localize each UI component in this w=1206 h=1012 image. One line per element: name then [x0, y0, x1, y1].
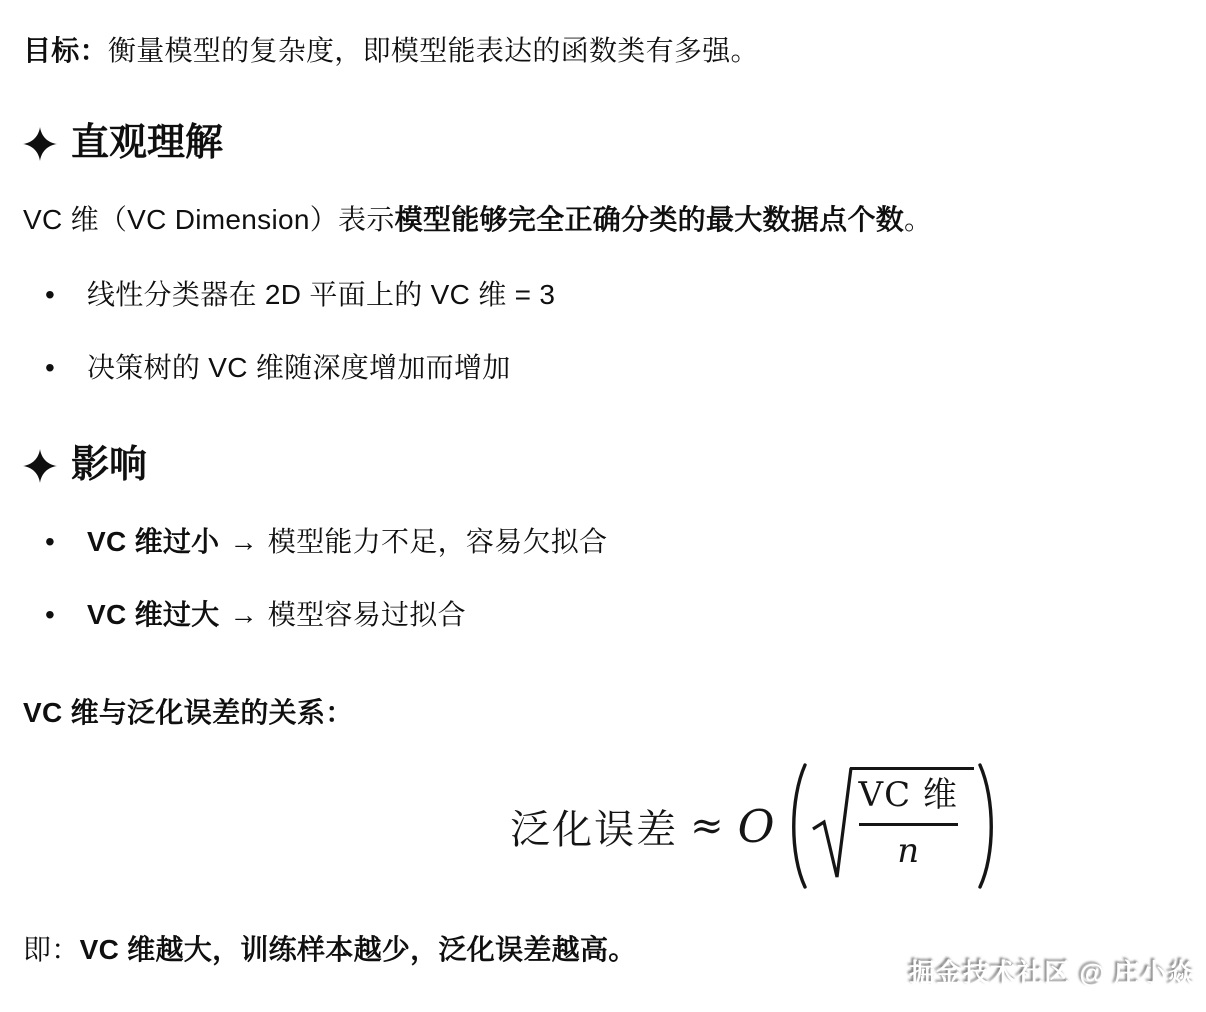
four-pointed-star-icon	[23, 449, 57, 483]
list-item-text	[87, 524, 607, 559]
list-item-text	[87, 597, 466, 632]
fraction-bar	[859, 823, 958, 826]
intro-paragraph	[23, 33, 1183, 68]
definition-regular-text: VC 维（VC Dimension）表示	[23, 203, 395, 235]
relation-heading	[23, 695, 1183, 730]
bullet-icon: •	[45, 351, 56, 383]
conclusion-label: 即：	[23, 934, 80, 966]
fraction-numerator: VC 维	[858, 775, 958, 816]
generalization-error-formula	[175, 760, 1206, 892]
intro-text: 衡量模型的复杂度，即模型能表达的函数类有多强。	[107, 35, 759, 66]
definition-suffix: 。	[904, 203, 933, 235]
big-o-symbol: O	[737, 799, 775, 853]
definition-bold-text: 模型能够完全正确分类的最大数据点个数	[394, 203, 905, 235]
list-item	[23, 350, 1183, 385]
bullet-icon: •	[45, 278, 56, 310]
square-root	[811, 765, 974, 887]
formula-lhs: 泛化误差	[510, 806, 679, 853]
approx-symbol: ≈	[690, 803, 724, 850]
right-paren-icon	[976, 762, 1000, 890]
four-pointed-star-icon	[23, 127, 57, 161]
bullet-description: 模型容易过拟合	[267, 599, 466, 631]
bullet-description: 模型能力不足，容易欠拟合	[267, 526, 608, 558]
fraction	[850, 767, 974, 870]
bullet-bold-term: VC 维过大	[87, 599, 220, 631]
list-item-text: 决策树的 VC 维随深度增加而增加	[87, 351, 511, 383]
bullet-icon: •	[45, 599, 56, 631]
list-item-text: 线性分类器在 2D 平面上的 VC 维 = 3	[87, 278, 556, 310]
list-item	[23, 524, 1183, 559]
conclusion-bold-text: VC 维越大，训练样本越少，泛化误差越高。	[79, 934, 637, 966]
section-heading-intuition	[23, 122, 1183, 166]
vc-definition-paragraph	[23, 202, 1183, 237]
list-item	[23, 277, 1183, 312]
list-item	[23, 597, 1183, 632]
watermark: 掘金技术社区 @ 庄小焱	[909, 958, 1195, 988]
bullet-bold-term: VC 维过小	[87, 526, 220, 558]
fraction-denominator: n	[897, 830, 920, 871]
left-paren-icon	[785, 762, 809, 890]
relation-heading-text: VC 维与泛化误差的关系：	[23, 697, 354, 729]
right-arrow-icon: →	[229, 526, 258, 558]
section-title: 影响	[71, 443, 148, 486]
radical-icon	[811, 765, 853, 887]
section-heading-impact	[23, 444, 1183, 488]
bullet-icon: •	[45, 526, 56, 558]
right-arrow-icon: →	[229, 599, 258, 631]
intro-label: 目标：	[23, 35, 108, 66]
section-title: 直观理解	[71, 122, 224, 164]
